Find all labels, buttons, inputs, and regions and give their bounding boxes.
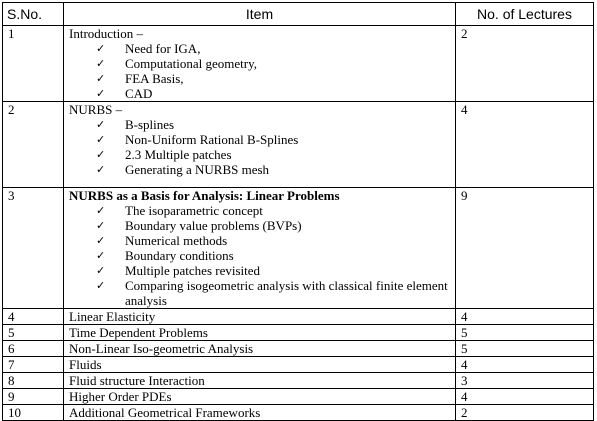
lectures-cell: 4 — [456, 357, 594, 373]
subtopic-label: Comparing isogeometric analysis with classical finite element analysis — [125, 278, 448, 308]
sno-cell: 1 — [3, 26, 64, 102]
subtopic-label: Boundary conditions — [125, 248, 234, 263]
subtopic-item — [69, 233, 451, 248]
header-sno: S.No. — [3, 3, 64, 26]
subtopic-label: Multiple patches revisited — [125, 263, 261, 278]
check-icon: ✓ — [96, 57, 106, 70]
table-row — [3, 357, 594, 373]
item-title: Introduction – — [69, 26, 144, 41]
item-title: NURBS – — [69, 102, 123, 117]
item-cell: Linear Elasticity — [64, 309, 456, 325]
subtopic-item — [69, 86, 451, 101]
subtopic-list — [69, 117, 451, 177]
sno-cell: 10 — [3, 405, 64, 421]
subtopic-label: Computational geometry, — [125, 56, 258, 71]
lectures-cell: 9 — [456, 188, 594, 309]
subtopic-label: CAD — [125, 86, 153, 101]
subtopic-label: The isoparametric concept — [125, 203, 263, 218]
subtopic-label: FEA Basis, — [125, 71, 184, 86]
table-row — [3, 405, 594, 421]
sno-cell: 2 — [3, 102, 64, 188]
subtopic-item — [69, 278, 451, 308]
subtopic-label: Non-Uniform Rational B-Splines — [125, 132, 299, 147]
subtopic-label: Boundary value problems (BVPs) — [125, 218, 302, 233]
subtopic-item — [69, 117, 451, 132]
table-row — [3, 389, 594, 405]
sno-cell: 9 — [3, 389, 64, 405]
table-row — [3, 309, 594, 325]
subtopic-label: Numerical methods — [125, 233, 228, 248]
table-row — [3, 102, 594, 188]
subtopic-label: B-splines — [125, 117, 175, 132]
check-icon: ✓ — [96, 148, 106, 161]
subtopic-item — [69, 132, 451, 147]
sno-cell: 7 — [3, 357, 64, 373]
check-icon: ✓ — [96, 118, 106, 131]
check-icon: ✓ — [96, 163, 106, 176]
sno-cell: 8 — [3, 373, 64, 389]
subtopic-item — [69, 41, 451, 56]
syllabus-table — [2, 2, 594, 421]
table-row — [3, 341, 594, 357]
item-cell: Time Dependent Problems — [64, 325, 456, 341]
check-icon: ✓ — [96, 249, 106, 262]
subtopic-list — [69, 203, 451, 308]
item-cell: Higher Order PDEs — [64, 389, 456, 405]
header-lectures: No. of Lectures — [456, 3, 594, 26]
subtopic-item — [69, 71, 451, 86]
subtopic-item — [69, 218, 451, 233]
item-cell: Fluids — [64, 357, 456, 373]
table-row — [3, 325, 594, 341]
subtopic-list — [69, 41, 451, 101]
subtopic-item — [69, 56, 451, 71]
subtopic-item — [69, 263, 451, 278]
sno-cell: 4 — [3, 309, 64, 325]
sno-cell: 5 — [3, 325, 64, 341]
subtopic-item — [69, 203, 451, 218]
lectures-cell: 4 — [456, 309, 594, 325]
check-icon: ✓ — [96, 72, 106, 85]
table-row — [3, 26, 594, 102]
check-icon: ✓ — [96, 279, 106, 292]
sno-cell: 6 — [3, 341, 64, 357]
item-cell — [64, 26, 456, 102]
lectures-cell: 2 — [456, 405, 594, 421]
check-icon: ✓ — [96, 133, 106, 146]
table-row — [3, 373, 594, 389]
check-icon: ✓ — [96, 42, 106, 55]
sno-cell: 3 — [3, 188, 64, 309]
check-icon: ✓ — [96, 204, 106, 217]
subtopic-item — [69, 248, 451, 263]
lectures-cell: 5 — [456, 341, 594, 357]
subtopic-item — [69, 162, 451, 177]
item-cell — [64, 188, 456, 309]
lectures-cell: 2 — [456, 26, 594, 102]
subtopic-label: 2.3 Multiple patches — [125, 147, 232, 162]
table-row — [3, 188, 594, 309]
item-cell: Fluid structure Interaction — [64, 373, 456, 389]
subtopic-item — [69, 147, 451, 162]
check-icon: ✓ — [96, 87, 106, 100]
lectures-cell: 4 — [456, 102, 594, 188]
check-icon: ✓ — [96, 264, 106, 277]
item-cell: Additional Geometrical Frameworks — [64, 405, 456, 421]
subtopic-label: Generating a NURBS mesh — [125, 162, 270, 177]
check-icon: ✓ — [96, 219, 106, 232]
item-title: NURBS as a Basis for Analysis: Linear Problems — [69, 188, 340, 203]
header-item: Item — [64, 3, 456, 26]
lectures-cell: 4 — [456, 389, 594, 405]
header-row — [3, 3, 594, 26]
subtopic-label: Need for IGA, — [125, 41, 201, 56]
item-cell — [64, 102, 456, 188]
lectures-cell: 3 — [456, 373, 594, 389]
item-cell: Non-Linear Iso-geometric Analysis — [64, 341, 456, 357]
check-icon: ✓ — [96, 234, 106, 247]
lectures-cell: 5 — [456, 325, 594, 341]
